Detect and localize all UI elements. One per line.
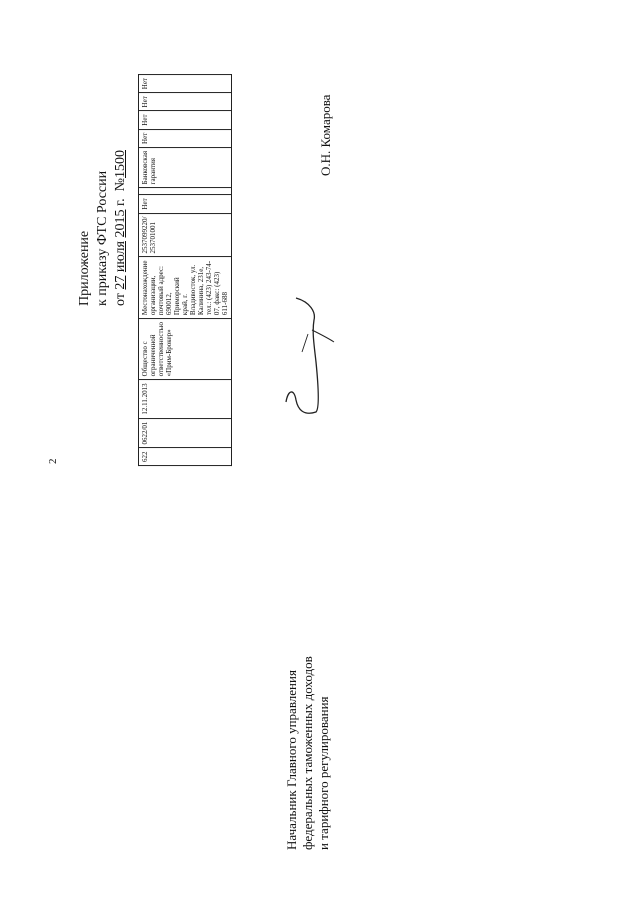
table-container <box>138 74 229 856</box>
appendix-year: 2015 <box>113 209 128 238</box>
footer-title-line3: и тарифного регулирования <box>316 696 331 850</box>
appendix-year-suffix: г. <box>113 198 128 207</box>
footer-signatory-name: О.Н. Комарова <box>318 94 333 176</box>
table-cell-col12: Нет <box>139 93 232 111</box>
appendix-date-line <box>112 150 130 306</box>
appendix-day: 27 <box>113 275 128 290</box>
table-cell-security: Банковская гарантия <box>139 147 232 187</box>
appendix-header <box>76 150 130 306</box>
table-cell-address: Местонахождение организации, почтовый адрес: 690012, Приморский край, г. Владивосток, ул. Калинина, 231е, тел.: (423) 243-74-07, факс: (423) 611-688 <box>139 257 232 319</box>
appendix-month: июля <box>113 241 128 273</box>
table-cell-inn-kpp: 2537099220/ 253701001 <box>139 213 232 257</box>
table-cell-col8 <box>139 188 232 195</box>
registry-table <box>138 74 232 466</box>
footer-title-line2: федеральных таможенных доходов <box>300 656 315 850</box>
table-cell-col7: Нет <box>139 195 232 213</box>
appendix-number: 1500 <box>113 150 128 178</box>
table-row <box>139 75 232 466</box>
table-cell-organization: Общество с ограниченной ответственностью «Прим-Брокер» <box>139 319 232 380</box>
table-cell-reg-number: 0622/01 <box>139 418 232 448</box>
appendix-order-ref: к приказу ФТС России <box>95 170 110 306</box>
table-cell-col10: Нет <box>139 129 232 147</box>
appendix-date-prefix: от <box>113 289 128 306</box>
table-cell-col13: Нет <box>139 75 232 93</box>
appendix-title: Приложение <box>77 230 92 306</box>
footer-title-line1: Начальник Главного управления <box>284 670 299 850</box>
appendix-number-prefix: № <box>113 178 128 192</box>
footer-signatory-title <box>284 656 332 850</box>
page-number: 2 <box>47 458 59 464</box>
table-cell-date: 12.11.2013 <box>139 380 232 418</box>
signature-image <box>282 292 342 422</box>
table-cell-row-number: 622 <box>139 448 232 466</box>
table-cell-col11: Нет <box>139 111 232 129</box>
